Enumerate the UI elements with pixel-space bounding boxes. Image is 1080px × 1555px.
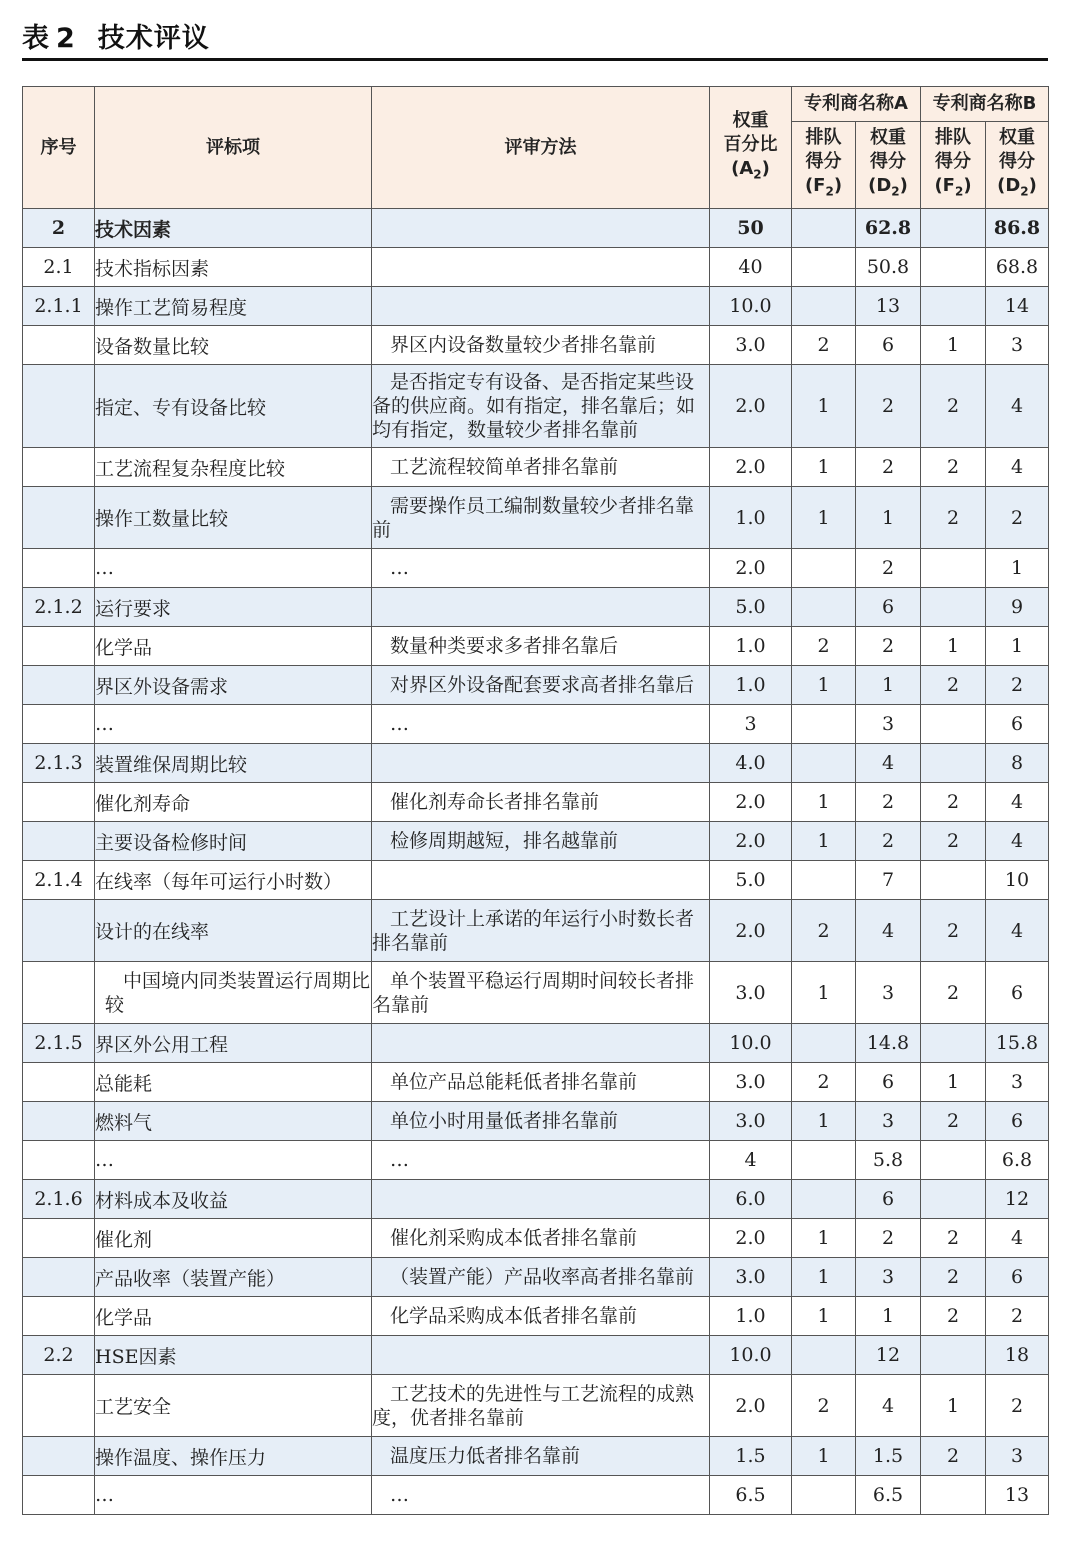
cell-wscore-b: 6.8 bbox=[986, 1141, 1049, 1180]
cell-item: 产品收率（装置产能） bbox=[95, 1258, 372, 1297]
cell-wscore-b: 10 bbox=[986, 861, 1049, 900]
header-seq: 序号 bbox=[23, 87, 95, 209]
cell-rank-b: 2 bbox=[921, 1258, 986, 1297]
header-weight-line3: $(A_2)$ bbox=[731, 157, 770, 182]
cell-item: … bbox=[95, 549, 372, 588]
cell-wscore-b: 2 bbox=[986, 1297, 1049, 1336]
header-rank-a: 排队 得分 $(F_2)$ bbox=[792, 122, 856, 209]
cell-weight: 3.0 bbox=[710, 1102, 792, 1141]
cell-weight: 1.0 bbox=[710, 1297, 792, 1336]
cell-rank-a: 1 bbox=[792, 962, 856, 1024]
cell-seq bbox=[23, 627, 95, 666]
cell-method: 工艺设计上承诺的年运行小时数长者排名靠前 bbox=[372, 900, 710, 962]
cell-method: 催化剂寿命长者排名靠前 bbox=[372, 783, 710, 822]
header-vendor-b: 专利商名称B bbox=[921, 87, 1049, 122]
cell-wscore-b: 1 bbox=[986, 549, 1049, 588]
cell-rank-a: 2 bbox=[792, 1375, 856, 1437]
cell-item: 设备数量比较 bbox=[95, 326, 372, 365]
table-title-number: 2 bbox=[56, 23, 76, 54]
cell-wscore-a: 2 bbox=[856, 365, 921, 448]
cell-weight: 6.5 bbox=[710, 1476, 792, 1515]
table-row bbox=[23, 1219, 1049, 1258]
cell-method: 工艺技术的先进性与工艺流程的成熟度，优者排名靠前 bbox=[372, 1375, 710, 1437]
cell-rank-b: 2 bbox=[921, 666, 986, 705]
cell-method: （装置产能）产品收率高者排名靠前 bbox=[372, 1258, 710, 1297]
cell-rank-a bbox=[792, 1024, 856, 1063]
cell-method: 单个装置平稳运行周期时间较长者排名靠前 bbox=[372, 962, 710, 1024]
cell-seq: 2.1.5 bbox=[23, 1024, 95, 1063]
cell-weight: 50 bbox=[710, 209, 792, 248]
cell-rank-a bbox=[792, 1180, 856, 1219]
table-row bbox=[23, 666, 1049, 705]
cell-seq bbox=[23, 900, 95, 962]
cell-weight: 3.0 bbox=[710, 1258, 792, 1297]
cell-rank-a: 1 bbox=[792, 1102, 856, 1141]
cell-wscore-b: 3 bbox=[986, 326, 1049, 365]
cell-seq: 2.1.4 bbox=[23, 861, 95, 900]
cell-item: 设计的在线率 bbox=[95, 900, 372, 962]
cell-wscore-a: 12 bbox=[856, 1336, 921, 1375]
cell-rank-b bbox=[921, 1141, 986, 1180]
cell-wscore-b: 68.8 bbox=[986, 248, 1049, 287]
cell-rank-a bbox=[792, 1476, 856, 1515]
cell-wscore-b: 4 bbox=[986, 822, 1049, 861]
cell-method: … bbox=[372, 705, 710, 744]
cell-method: … bbox=[372, 1476, 710, 1515]
cell-item: 工艺安全 bbox=[95, 1375, 372, 1437]
cell-rank-a: 1 bbox=[792, 783, 856, 822]
cell-wscore-b: 3 bbox=[986, 1063, 1049, 1102]
cell-seq bbox=[23, 549, 95, 588]
cell-wscore-b: 4 bbox=[986, 1219, 1049, 1258]
table-row bbox=[23, 209, 1049, 248]
cell-weight: 1.5 bbox=[710, 1437, 792, 1476]
cell-weight: 2.0 bbox=[710, 822, 792, 861]
cell-weight: 4 bbox=[710, 1141, 792, 1180]
cell-seq bbox=[23, 1437, 95, 1476]
cell-rank-b bbox=[921, 588, 986, 627]
cell-seq bbox=[23, 962, 95, 1024]
cell-weight: 5.0 bbox=[710, 861, 792, 900]
cell-rank-a bbox=[792, 248, 856, 287]
cell-wscore-b: 15.8 bbox=[986, 1024, 1049, 1063]
cell-wscore-b: 3 bbox=[986, 1437, 1049, 1476]
table-row bbox=[23, 1141, 1049, 1180]
cell-wscore-a: 2 bbox=[856, 1219, 921, 1258]
cell-seq bbox=[23, 448, 95, 487]
cell-seq bbox=[23, 1258, 95, 1297]
table-row bbox=[23, 962, 1049, 1024]
cell-rank-b bbox=[921, 287, 986, 326]
cell-rank-a bbox=[792, 209, 856, 248]
cell-rank-b bbox=[921, 549, 986, 588]
cell-rank-b bbox=[921, 1336, 986, 1375]
cell-wscore-b: 14 bbox=[986, 287, 1049, 326]
cell-rank-a bbox=[792, 705, 856, 744]
cell-rank-b bbox=[921, 1180, 986, 1219]
cell-item: 操作工艺简易程度 bbox=[95, 287, 372, 326]
cell-weight: 6.0 bbox=[710, 1180, 792, 1219]
cell-method: 检修周期越短，排名越靠前 bbox=[372, 822, 710, 861]
cell-wscore-a: 3 bbox=[856, 1258, 921, 1297]
cell-item: 化学品 bbox=[95, 627, 372, 666]
cell-wscore-b: 4 bbox=[986, 448, 1049, 487]
cell-method bbox=[372, 248, 710, 287]
cell-item: 材料成本及收益 bbox=[95, 1180, 372, 1219]
cell-seq bbox=[23, 1297, 95, 1336]
cell-weight: 3.0 bbox=[710, 326, 792, 365]
cell-wscore-a: 7 bbox=[856, 861, 921, 900]
cell-seq bbox=[23, 1063, 95, 1102]
cell-seq: 2.1.3 bbox=[23, 744, 95, 783]
table-row bbox=[23, 783, 1049, 822]
table-title-prefix: 表 bbox=[22, 23, 50, 54]
table-row bbox=[23, 1336, 1049, 1375]
cell-rank-a bbox=[792, 1336, 856, 1375]
cell-wscore-b: 4 bbox=[986, 900, 1049, 962]
cell-method: … bbox=[372, 1141, 710, 1180]
cell-seq bbox=[23, 365, 95, 448]
cell-item: 催化剂寿命 bbox=[95, 783, 372, 822]
cell-seq bbox=[23, 1375, 95, 1437]
cell-seq bbox=[23, 1219, 95, 1258]
cell-rank-b: 1 bbox=[921, 1063, 986, 1102]
table-row bbox=[23, 822, 1049, 861]
cell-method: 化学品采购成本低者排名靠前 bbox=[372, 1297, 710, 1336]
cell-rank-b: 1 bbox=[921, 326, 986, 365]
cell-seq: 2.1 bbox=[23, 248, 95, 287]
cell-wscore-a: 4 bbox=[856, 1375, 921, 1437]
cell-method: 单位小时用量低者排名靠前 bbox=[372, 1102, 710, 1141]
cell-rank-b bbox=[921, 861, 986, 900]
cell-wscore-a: 3 bbox=[856, 1102, 921, 1141]
cell-method: 界区内设备数量较少者排名靠前 bbox=[372, 326, 710, 365]
table-row bbox=[23, 1102, 1049, 1141]
cell-wscore-a: 13 bbox=[856, 287, 921, 326]
cell-weight: 2.0 bbox=[710, 448, 792, 487]
cell-seq: 2 bbox=[23, 209, 95, 248]
cell-weight: 2.0 bbox=[710, 1219, 792, 1258]
cell-wscore-a: 1 bbox=[856, 1297, 921, 1336]
cell-wscore-b: 2 bbox=[986, 1375, 1049, 1437]
cell-weight: 2.0 bbox=[710, 1375, 792, 1437]
cell-wscore-b: 6 bbox=[986, 1258, 1049, 1297]
cell-item: 界区外公用工程 bbox=[95, 1024, 372, 1063]
table-row bbox=[23, 1297, 1049, 1336]
cell-rank-b: 2 bbox=[921, 783, 986, 822]
cell-weight: 10.0 bbox=[710, 1336, 792, 1375]
cell-seq bbox=[23, 783, 95, 822]
cell-wscore-b: 4 bbox=[986, 783, 1049, 822]
cell-wscore-b: 12 bbox=[986, 1180, 1049, 1219]
technical-review-table bbox=[22, 86, 1049, 1515]
cell-seq: 2.1.2 bbox=[23, 588, 95, 627]
table-row bbox=[23, 1437, 1049, 1476]
table-row bbox=[23, 861, 1049, 900]
cell-weight: 2.0 bbox=[710, 365, 792, 448]
cell-wscore-a: 1 bbox=[856, 666, 921, 705]
cell-wscore-b: 13 bbox=[986, 1476, 1049, 1515]
cell-seq bbox=[23, 822, 95, 861]
table-row bbox=[23, 1063, 1049, 1102]
cell-wscore-a: 2 bbox=[856, 448, 921, 487]
cell-rank-b: 2 bbox=[921, 448, 986, 487]
cell-method: 温度压力低者排名靠前 bbox=[372, 1437, 710, 1476]
cell-weight: 2.0 bbox=[710, 783, 792, 822]
cell-rank-b bbox=[921, 209, 986, 248]
cell-wscore-a: 5.8 bbox=[856, 1141, 921, 1180]
cell-wscore-b: 4 bbox=[986, 365, 1049, 448]
cell-rank-a: 1 bbox=[792, 1437, 856, 1476]
cell-wscore-a: 2 bbox=[856, 822, 921, 861]
table-row bbox=[23, 287, 1049, 326]
cell-wscore-b: 9 bbox=[986, 588, 1049, 627]
cell-rank-a bbox=[792, 861, 856, 900]
cell-weight: 1.0 bbox=[710, 627, 792, 666]
cell-weight: 10.0 bbox=[710, 287, 792, 326]
cell-seq: 2.2 bbox=[23, 1336, 95, 1375]
cell-item: 操作温度、操作压力 bbox=[95, 1437, 372, 1476]
table-row bbox=[23, 549, 1049, 588]
cell-item: 运行要求 bbox=[95, 588, 372, 627]
cell-item: … bbox=[95, 705, 372, 744]
cell-item: 技术指标因素 bbox=[95, 248, 372, 287]
cell-weight: 40 bbox=[710, 248, 792, 287]
cell-item: 总能耗 bbox=[95, 1063, 372, 1102]
cell-rank-b: 1 bbox=[921, 1375, 986, 1437]
cell-method bbox=[372, 861, 710, 900]
cell-wscore-a: 6 bbox=[856, 326, 921, 365]
cell-wscore-b: 8 bbox=[986, 744, 1049, 783]
cell-rank-b: 1 bbox=[921, 627, 986, 666]
cell-method bbox=[372, 1024, 710, 1063]
cell-wscore-a: 6 bbox=[856, 1180, 921, 1219]
cell-weight: 3.0 bbox=[710, 962, 792, 1024]
cell-seq bbox=[23, 1141, 95, 1180]
cell-wscore-a: 62.8 bbox=[856, 209, 921, 248]
cell-wscore-b: 2 bbox=[986, 666, 1049, 705]
cell-seq bbox=[23, 705, 95, 744]
cell-method bbox=[372, 588, 710, 627]
header-item: 评标项 bbox=[95, 87, 372, 209]
cell-rank-a bbox=[792, 744, 856, 783]
cell-rank-a: 1 bbox=[792, 1297, 856, 1336]
cell-rank-b: 2 bbox=[921, 1437, 986, 1476]
cell-method: 催化剂采购成本低者排名靠前 bbox=[372, 1219, 710, 1258]
cell-method: 是否指定专有设备、是否指定某些设备的供应商。如有指定，排名靠后；如均有指定，数量较少者排名靠前 bbox=[372, 365, 710, 448]
header-method: 评审方法 bbox=[372, 87, 710, 209]
cell-wscore-b: 86.8 bbox=[986, 209, 1049, 248]
cell-rank-a: 1 bbox=[792, 1219, 856, 1258]
cell-rank-a: 1 bbox=[792, 487, 856, 549]
cell-rank-a bbox=[792, 1141, 856, 1180]
cell-item: 主要设备检修时间 bbox=[95, 822, 372, 861]
cell-weight: 3.0 bbox=[710, 1063, 792, 1102]
cell-weight: 3 bbox=[710, 705, 792, 744]
cell-item: HSE因素 bbox=[95, 1336, 372, 1375]
cell-method bbox=[372, 209, 710, 248]
table-row bbox=[23, 487, 1049, 549]
cell-rank-b bbox=[921, 1476, 986, 1515]
cell-rank-b: 2 bbox=[921, 900, 986, 962]
cell-seq: 2.1.6 bbox=[23, 1180, 95, 1219]
table-title bbox=[22, 16, 210, 55]
header-wscore-b: 权重 得分 $(D_2)$ bbox=[986, 122, 1049, 209]
cell-method bbox=[372, 1180, 710, 1219]
table-row bbox=[23, 900, 1049, 962]
header-weight-line2: 百分比 bbox=[723, 133, 778, 155]
cell-rank-a: 1 bbox=[792, 822, 856, 861]
cell-weight: 1.0 bbox=[710, 666, 792, 705]
cell-wscore-a: 50.8 bbox=[856, 248, 921, 287]
cell-method bbox=[372, 1336, 710, 1375]
cell-wscore-b: 1 bbox=[986, 627, 1049, 666]
cell-rank-b bbox=[921, 744, 986, 783]
table-row bbox=[23, 1180, 1049, 1219]
table-row bbox=[23, 744, 1049, 783]
cell-wscore-a: 6 bbox=[856, 1063, 921, 1102]
cell-rank-a bbox=[792, 588, 856, 627]
cell-wscore-b: 2 bbox=[986, 487, 1049, 549]
cell-rank-b: 2 bbox=[921, 365, 986, 448]
cell-wscore-a: 14.8 bbox=[856, 1024, 921, 1063]
cell-method: 数量种类要求多者排名靠后 bbox=[372, 627, 710, 666]
cell-wscore-a: 3 bbox=[856, 962, 921, 1024]
cell-seq: 2.1.1 bbox=[23, 287, 95, 326]
cell-item: 装置维保周期比较 bbox=[95, 744, 372, 783]
cell-weight: 10.0 bbox=[710, 1024, 792, 1063]
cell-item: 化学品 bbox=[95, 1297, 372, 1336]
cell-wscore-a: 2 bbox=[856, 549, 921, 588]
cell-method: … bbox=[372, 549, 710, 588]
cell-wscore-a: 4 bbox=[856, 744, 921, 783]
cell-item: 界区外设备需求 bbox=[95, 666, 372, 705]
cell-method: 需要操作员工编制数量较少者排名靠前 bbox=[372, 487, 710, 549]
cell-wscore-b: 6 bbox=[986, 1102, 1049, 1141]
cell-rank-a: 2 bbox=[792, 1063, 856, 1102]
cell-rank-b: 2 bbox=[921, 487, 986, 549]
table-body bbox=[23, 209, 1049, 1515]
cell-seq bbox=[23, 1102, 95, 1141]
cell-wscore-a: 2 bbox=[856, 783, 921, 822]
cell-method: 对界区外设备配套要求高者排名靠后 bbox=[372, 666, 710, 705]
cell-weight: 2.0 bbox=[710, 900, 792, 962]
header-rank-b: 排队 得分 $(F_2)$ bbox=[921, 122, 986, 209]
cell-wscore-a: 1 bbox=[856, 487, 921, 549]
header-wscore-a: 权重 得分 $(D_2)$ bbox=[856, 122, 921, 209]
header-weight bbox=[710, 87, 792, 209]
cell-wscore-a: 2 bbox=[856, 627, 921, 666]
cell-wscore-a: 1.5 bbox=[856, 1437, 921, 1476]
cell-wscore-a: 4 bbox=[856, 900, 921, 962]
cell-rank-b bbox=[921, 1024, 986, 1063]
table-row bbox=[23, 365, 1049, 448]
cell-seq bbox=[23, 487, 95, 549]
cell-weight: 5.0 bbox=[710, 588, 792, 627]
cell-item: 燃料气 bbox=[95, 1102, 372, 1141]
cell-rank-b bbox=[921, 248, 986, 287]
header-vendor-a: 专利商名称A bbox=[792, 87, 921, 122]
table-row bbox=[23, 1024, 1049, 1063]
cell-method bbox=[372, 744, 710, 783]
cell-method: 单位产品总能耗低者排名靠前 bbox=[372, 1063, 710, 1102]
table-row bbox=[23, 248, 1049, 287]
table-title-text: 技术评议 bbox=[97, 23, 210, 54]
cell-rank-b: 2 bbox=[921, 962, 986, 1024]
table-row bbox=[23, 1476, 1049, 1515]
cell-wscore-a: 3 bbox=[856, 705, 921, 744]
table-row bbox=[23, 448, 1049, 487]
cell-wscore-a: 6 bbox=[856, 588, 921, 627]
table-row bbox=[23, 1375, 1049, 1437]
cell-weight: 1.0 bbox=[710, 487, 792, 549]
cell-wscore-b: 6 bbox=[986, 705, 1049, 744]
title-rule bbox=[22, 58, 1048, 61]
cell-rank-b: 2 bbox=[921, 1102, 986, 1141]
cell-rank-b bbox=[921, 705, 986, 744]
table-row bbox=[23, 705, 1049, 744]
cell-item: 指定、专有设备比较 bbox=[95, 365, 372, 448]
cell-item: 中国境内同类装置运行周期比较 bbox=[95, 962, 372, 1024]
cell-item: 催化剂 bbox=[95, 1219, 372, 1258]
cell-rank-b: 2 bbox=[921, 1219, 986, 1258]
table-row bbox=[23, 326, 1049, 365]
cell-seq bbox=[23, 666, 95, 705]
cell-rank-a bbox=[792, 287, 856, 326]
cell-rank-a: 1 bbox=[792, 365, 856, 448]
cell-item: 在线率（每年可运行小时数） bbox=[95, 861, 372, 900]
cell-item: 工艺流程复杂程度比较 bbox=[95, 448, 372, 487]
cell-method bbox=[372, 287, 710, 326]
cell-wscore-b: 6 bbox=[986, 962, 1049, 1024]
cell-weight: 2.0 bbox=[710, 549, 792, 588]
cell-rank-a: 1 bbox=[792, 1258, 856, 1297]
cell-method: 工艺流程较简单者排名靠前 bbox=[372, 448, 710, 487]
table-row bbox=[23, 1258, 1049, 1297]
table-row bbox=[23, 588, 1049, 627]
cell-rank-b: 2 bbox=[921, 1297, 986, 1336]
cell-item: 技术因素 bbox=[95, 209, 372, 248]
cell-rank-a bbox=[792, 549, 856, 588]
cell-wscore-a: 6.5 bbox=[856, 1476, 921, 1515]
cell-rank-a: 2 bbox=[792, 627, 856, 666]
cell-weight: 4.0 bbox=[710, 744, 792, 783]
cell-rank-a: 2 bbox=[792, 900, 856, 962]
cell-seq bbox=[23, 1476, 95, 1515]
cell-rank-a: 1 bbox=[792, 448, 856, 487]
cell-seq bbox=[23, 326, 95, 365]
cell-wscore-b: 18 bbox=[986, 1336, 1049, 1375]
cell-item: 操作工数量比较 bbox=[95, 487, 372, 549]
header-weight-line1: 权重 bbox=[732, 109, 769, 131]
cell-item: … bbox=[95, 1476, 372, 1515]
cell-rank-a: 2 bbox=[792, 326, 856, 365]
cell-rank-a: 1 bbox=[792, 666, 856, 705]
table-row bbox=[23, 627, 1049, 666]
cell-item: … bbox=[95, 1141, 372, 1180]
cell-rank-b: 2 bbox=[921, 822, 986, 861]
